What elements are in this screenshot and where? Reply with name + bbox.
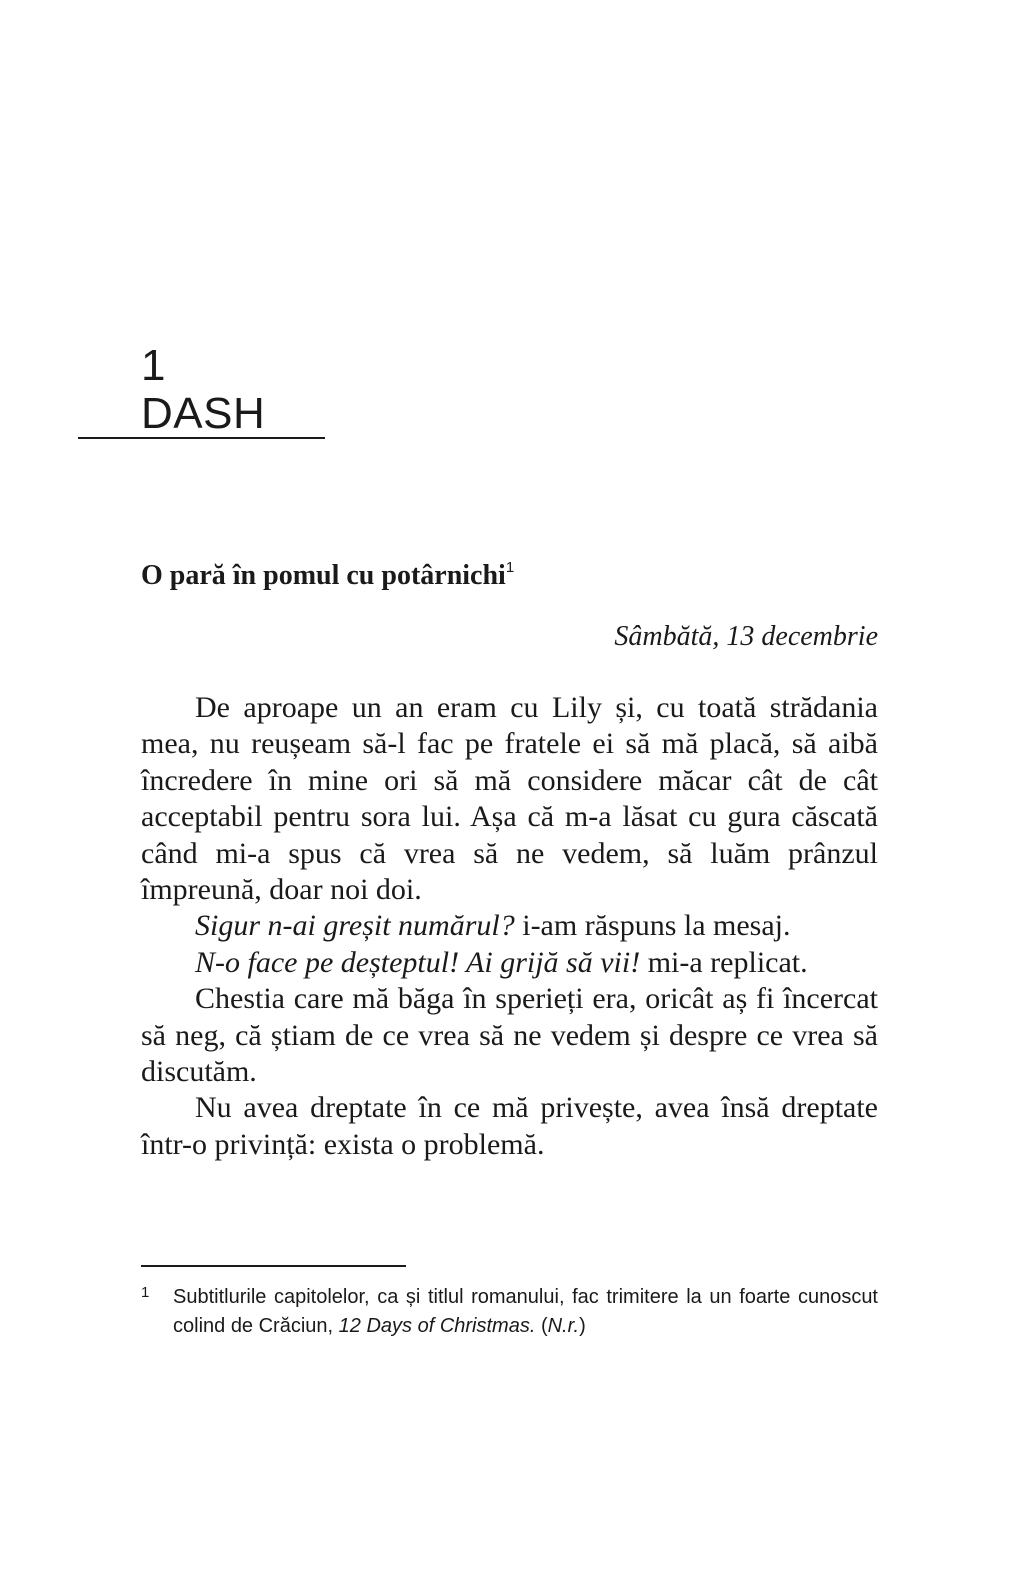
paragraph-text: mi-a replicat.	[640, 945, 808, 979]
body-text	[141, 690, 878, 1163]
paragraph: Chestia care mă băga în sperieți era, oricât aș fi încercat să neg, că știam de ce vrea să ne vedem și despre ce vrea să discutăm.	[141, 982, 878, 1089]
footnote-text	[173, 1283, 878, 1341]
footnote-title-italic: 12 Days of Christmas.	[338, 1315, 536, 1337]
footnote-text-part: )	[579, 1315, 586, 1337]
section-title	[141, 559, 514, 593]
chapter-title: DASH	[141, 389, 266, 438]
footnote-divider	[141, 1265, 406, 1267]
footnote	[141, 1283, 878, 1341]
italic-message: N-o face pe deșteptul! Ai grijă să vii!	[195, 945, 641, 979]
paragraph	[141, 945, 878, 981]
paragraph-text: i-am răspuns la mesaj.	[514, 909, 791, 943]
footnote-text-part: (	[535, 1315, 548, 1337]
paragraph: De aproape un an eram cu Lily și, cu toată strădania mea, nu reușeam să-l fac pe fratele ei să mă placă, să aibă încredere în mine ori să mă considere măcar cât de cât acceptabil pentru sora lui. Așa că m-a lăsat cu gura căscată când mi-a spus că vrea să ne vedem, să luăm prânzul împreună, doar noi doi.	[141, 691, 878, 907]
chapter-divider	[78, 437, 325, 439]
paragraph: Nu avea dreptate în ce mă privește, avea însă dreptate într-o privință: exista o problemă.	[141, 1091, 878, 1161]
paragraph	[141, 908, 878, 944]
italic-message: Sigur n-ai greșit numărul?	[195, 909, 515, 943]
section-date: Sâmbătă, 13 decembrie	[614, 621, 878, 652]
chapter-number: 1	[141, 341, 166, 390]
footnote-reference[interactable]: 1	[505, 559, 515, 576]
section-title-text: O pară în pomul cu potârnichi	[141, 560, 506, 591]
footnote-text-part: Subtitlurile capitolelor, ca și titlul romanului, fac trimitere la un foarte cunoscut colind de Crăciun,	[173, 1286, 878, 1337]
footnote-editor-note: N.r.	[547, 1315, 580, 1337]
footnote-marker: 1	[141, 1284, 150, 1301]
